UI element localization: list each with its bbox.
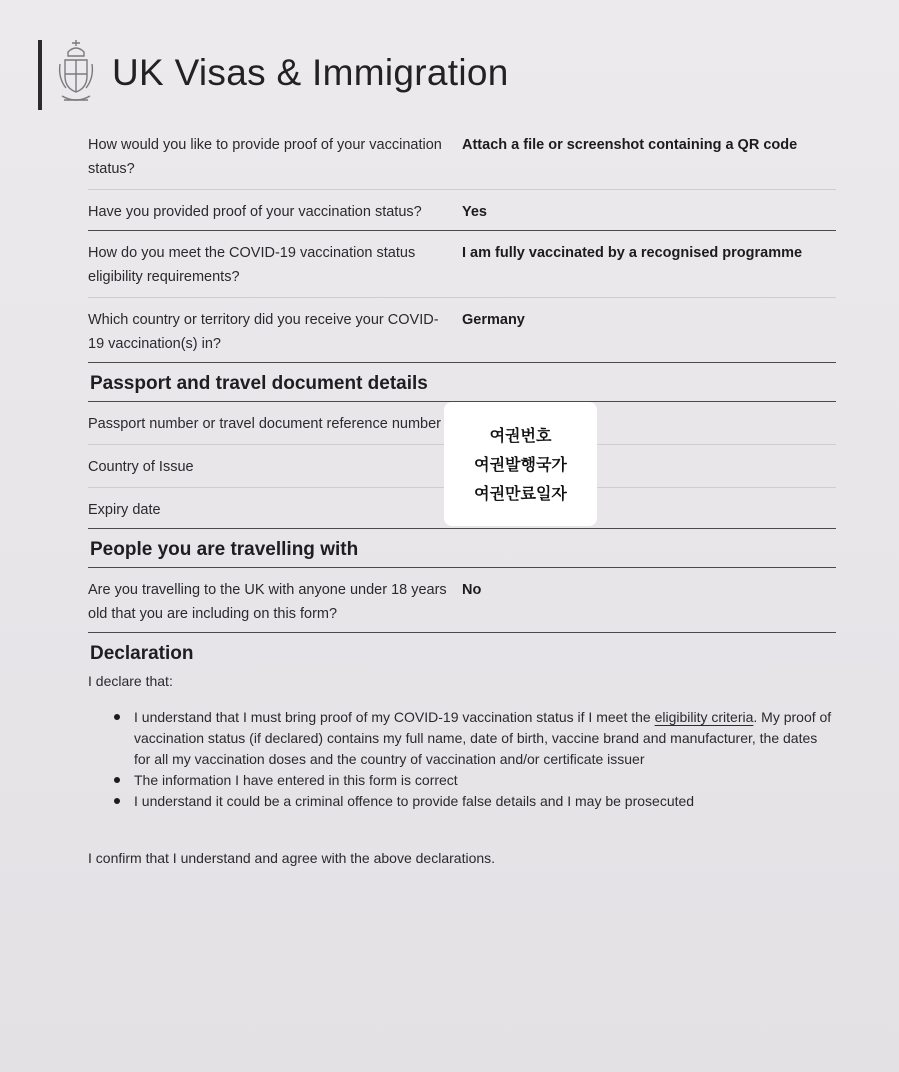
declaration-confirmation: I confirm that I understand and agree with the above declarations. <box>88 850 496 866</box>
summary-question: How do you meet the COVID-19 vaccination status eligibility requirements? <box>88 245 416 285</box>
summary-answer: No <box>462 582 482 598</box>
summary-question: Passport number or travel document reference number <box>88 416 442 432</box>
royal-coat-of-arms-icon <box>56 38 96 110</box>
summary-answer: I am fully vaccinated by a recognised programme <box>462 245 803 261</box>
page-title: UK Visas & Immigration <box>112 52 509 93</box>
summary-row-proof-method <box>88 133 836 181</box>
summary-row-proof-provided <box>88 200 836 224</box>
declaration-list <box>88 707 834 812</box>
eligibility-criteria-link[interactable]: eligibility criteria <box>654 709 754 725</box>
summary-row-eligibility <box>88 241 836 289</box>
declaration-text: . My proof of vaccination status (if declared) contains my full name, date of birth, vaccine brand and manufacturer, the dates for all my vaccination doses and the country of vaccination and/or certificate issuer <box>134 709 832 767</box>
redaction-note: 여권발행국가 <box>474 454 567 474</box>
summary-row-travelling-with-minors <box>88 578 836 626</box>
section-divider <box>88 362 836 363</box>
section-divider <box>88 528 836 529</box>
summary-question: Have you provided proof of your vaccination status? <box>88 204 422 220</box>
redaction-note: 여권만료일자 <box>474 483 567 503</box>
header-rule <box>38 40 42 110</box>
summary-question: Expiry date <box>88 502 161 518</box>
summary-question: Country of Issue <box>88 459 194 475</box>
summary-row-vaccination-country <box>88 308 836 356</box>
summary-question: Which country or territory did you receive your COVID-19 vaccination(s) in? <box>88 312 439 352</box>
section-title-passport: Passport and travel document details <box>90 373 428 394</box>
summary-question: How would you like to provide proof of your vaccination status? <box>88 137 442 177</box>
section-title-people: People you are travelling with <box>90 539 359 560</box>
section-divider <box>88 230 836 231</box>
row-divider <box>88 189 836 190</box>
declaration-intro: I declare that: <box>88 673 173 689</box>
summary-question: Are you travelling to the UK with anyone under 18 years old that you are including on this form? <box>88 582 447 622</box>
passport-details <box>88 412 836 522</box>
declaration-text: I understand it could be a criminal offence to provide false details and I may be prosecuted <box>134 793 695 809</box>
declaration-item <box>134 707 834 770</box>
section-divider <box>88 632 836 633</box>
redaction-sticker <box>444 402 597 526</box>
redaction-note: 여권번호 <box>489 425 552 445</box>
summary-answer: Attach a file or screenshot containing a QR code <box>462 137 798 153</box>
declaration-text: I understand that I must bring proof of my COVID-19 vaccination status if I meet the <box>134 709 655 725</box>
summary-answer: Germany <box>462 312 525 328</box>
section-title-declaration: Declaration <box>90 643 194 664</box>
section-divider <box>88 567 836 568</box>
summary-answer: Yes <box>462 204 487 220</box>
declaration-item <box>134 791 834 812</box>
declaration-text: The information I have entered in this form is correct <box>134 772 458 788</box>
summary-list <box>88 133 836 866</box>
row-divider <box>88 297 836 298</box>
declaration-item <box>134 770 834 791</box>
